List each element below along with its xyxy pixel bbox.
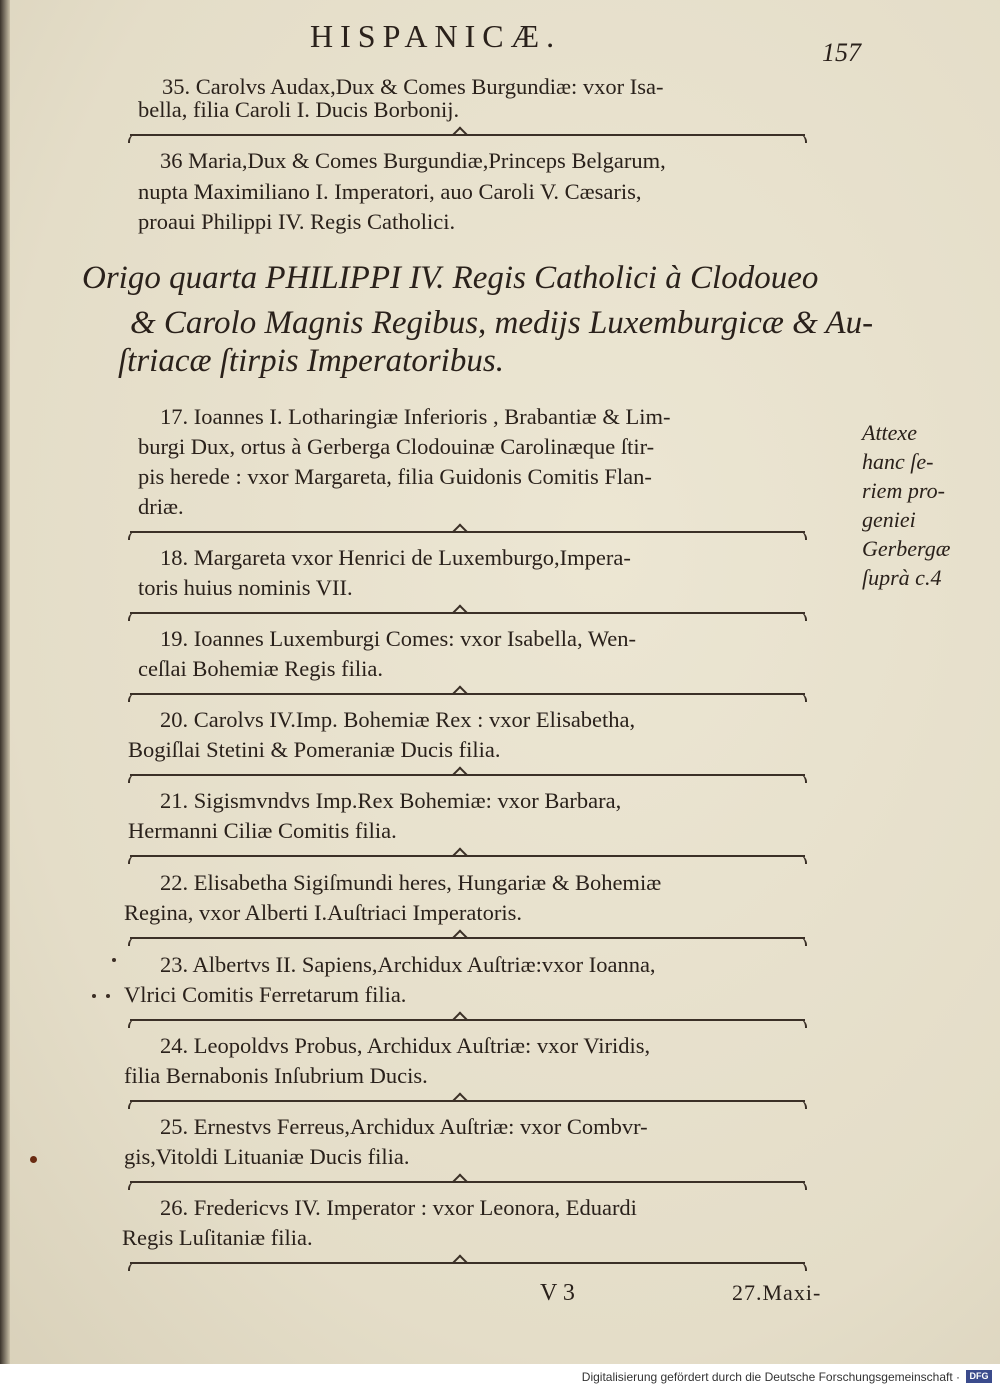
entry-19-line-2: ceſlai Bohemiæ Regis filia. xyxy=(138,656,383,681)
entry-36-line-2: nupta Maximiliano I. Imperatori, auo Caroli V. Cæsaris, xyxy=(138,179,642,204)
entry-36-line-3: proaui Philippi IV. Regis Catholici. xyxy=(138,209,456,234)
entry-23-line-2: Vlrici Comitis Ferretarum filia. xyxy=(124,982,407,1007)
marginal-note-line: Attexe xyxy=(862,420,917,445)
entry-17-line-4: driæ. xyxy=(138,494,184,519)
entry-18-line-2: toris huius nominis VII. xyxy=(138,575,353,600)
entry-24-line-2: filia Bernabonis Inſubrium Ducis. xyxy=(124,1063,428,1088)
dfg-logo: DFG xyxy=(966,1370,992,1383)
ornamental-divider xyxy=(130,1262,805,1272)
page-binding-edge xyxy=(0,0,10,1364)
entry-23-line-1: 23. Albertvs II. Sapiens,Archidux Auſtriæ:vxor Ioanna, xyxy=(160,952,656,977)
entry-36-line-1: 36 Maria,Dux & Comes Burgundiæ,Princeps Belgarum, xyxy=(160,148,666,173)
entry-18-line-1: 18. Margareta vxor Henrici de Luxemburgo,Impera- xyxy=(160,545,631,570)
section-heading-line-3: ſtriacæ ſtirpis Imperatoribus. xyxy=(118,343,504,379)
entry-24-line-1: 24. Leopoldvs Probus, Archidux Auſtriæ: vxor Viridis, xyxy=(160,1033,651,1058)
marginal-note-line: riem pro- xyxy=(862,478,945,503)
ornamental-divider xyxy=(130,612,805,622)
marginal-note-line: geniei xyxy=(862,507,916,532)
entry-20-line-1: 20. Carolvs IV.Imp. Bohemiæ Rex : vxor Elisabetha, xyxy=(160,707,636,732)
entry-17-line-2: burgi Dux, ortus à Gerberga Clodouinæ Carolinæque ſtir- xyxy=(138,434,655,459)
ink-speck xyxy=(106,994,110,998)
ornamental-divider xyxy=(130,693,805,703)
marginal-note-line: Gerbergæ xyxy=(862,536,951,561)
marginal-note-line: ſuprà c.4 xyxy=(862,565,942,590)
entry-22-line-1: 22. Elisabetha Sigiſmundi heres, Hungariæ & Bohemiæ xyxy=(160,870,662,895)
section-heading-line-1: Origo quarta PHILIPPI IV. Regis Catholici à Clodoueo xyxy=(82,260,819,296)
entry-25-line-2: gis,Vitoldi Lituaniæ Ducis filia. xyxy=(124,1144,410,1169)
funding-credit: Digitalisierung gefördert durch die Deutsche Forschungsgemeinschaft · xyxy=(581,1370,960,1384)
ink-speck xyxy=(30,1156,37,1163)
digitization-footer xyxy=(0,1364,1000,1389)
ornamental-divider xyxy=(130,937,805,947)
ornamental-divider xyxy=(130,774,805,784)
ornamental-divider xyxy=(130,855,805,865)
signature-mark: V 3 xyxy=(540,1280,575,1306)
entry-26-line-1: 26. Fredericvs IV. Imperator : vxor Leonora, Eduardi xyxy=(160,1195,637,1220)
marginal-note-line: hanc ſe- xyxy=(862,449,934,474)
catchword: 27.Maxi- xyxy=(732,1280,822,1305)
entry-21-line-2: Hermanni Ciliæ Comitis filia. xyxy=(128,818,397,843)
ornamental-divider xyxy=(130,1181,805,1191)
entry-17-line-1: 17. Ioannes I. Lotharingiæ Inferioris , Brabantiæ & Lim- xyxy=(160,404,671,429)
ornamental-divider xyxy=(130,531,805,541)
entry-26-line-2: Regis Luſitaniæ filia. xyxy=(122,1225,313,1250)
entry-21-line-1: 21. Sigismvndvs Imp.Rex Bohemiæ: vxor Barbara, xyxy=(160,788,622,813)
entry-17-line-3: pis herede : vxor Margareta, filia Guidonis Comitis Flan- xyxy=(138,464,652,489)
entry-25-line-1: 25. Ernestvs Ferreus,Archidux Auſtriæ: vxor Combvr- xyxy=(160,1114,648,1139)
entry-19-line-1: 19. Ioannes Luxemburgi Comes: vxor Isabella, Wen- xyxy=(160,626,637,651)
entry-20-line-2: Bogiſlai Stetini & Pomeraniæ Ducis filia. xyxy=(128,737,501,762)
ink-speck xyxy=(112,958,116,962)
section-heading-line-2: & Carolo Magnis Regibus, medijs Luxemburgicæ & Au- xyxy=(130,305,874,341)
page-number: 157 xyxy=(822,38,861,67)
running-head: HISPANICÆ. xyxy=(310,18,562,54)
ink-speck xyxy=(92,994,96,998)
marginal-note xyxy=(862,418,950,592)
ornamental-divider xyxy=(130,1019,805,1029)
entry-35-line-2: bella, filia Caroli I. Ducis Borbonij. xyxy=(138,97,460,122)
ornamental-divider xyxy=(130,134,805,144)
ornamental-divider xyxy=(130,1100,805,1110)
entry-35-line-1: 35. Carolvs Audax,Dux & Comes Burgundiæ: vxor Isa- xyxy=(162,74,664,99)
entry-22-line-2: Regina, vxor Alberti I.Auſtriaci Imperatoris. xyxy=(124,900,523,925)
